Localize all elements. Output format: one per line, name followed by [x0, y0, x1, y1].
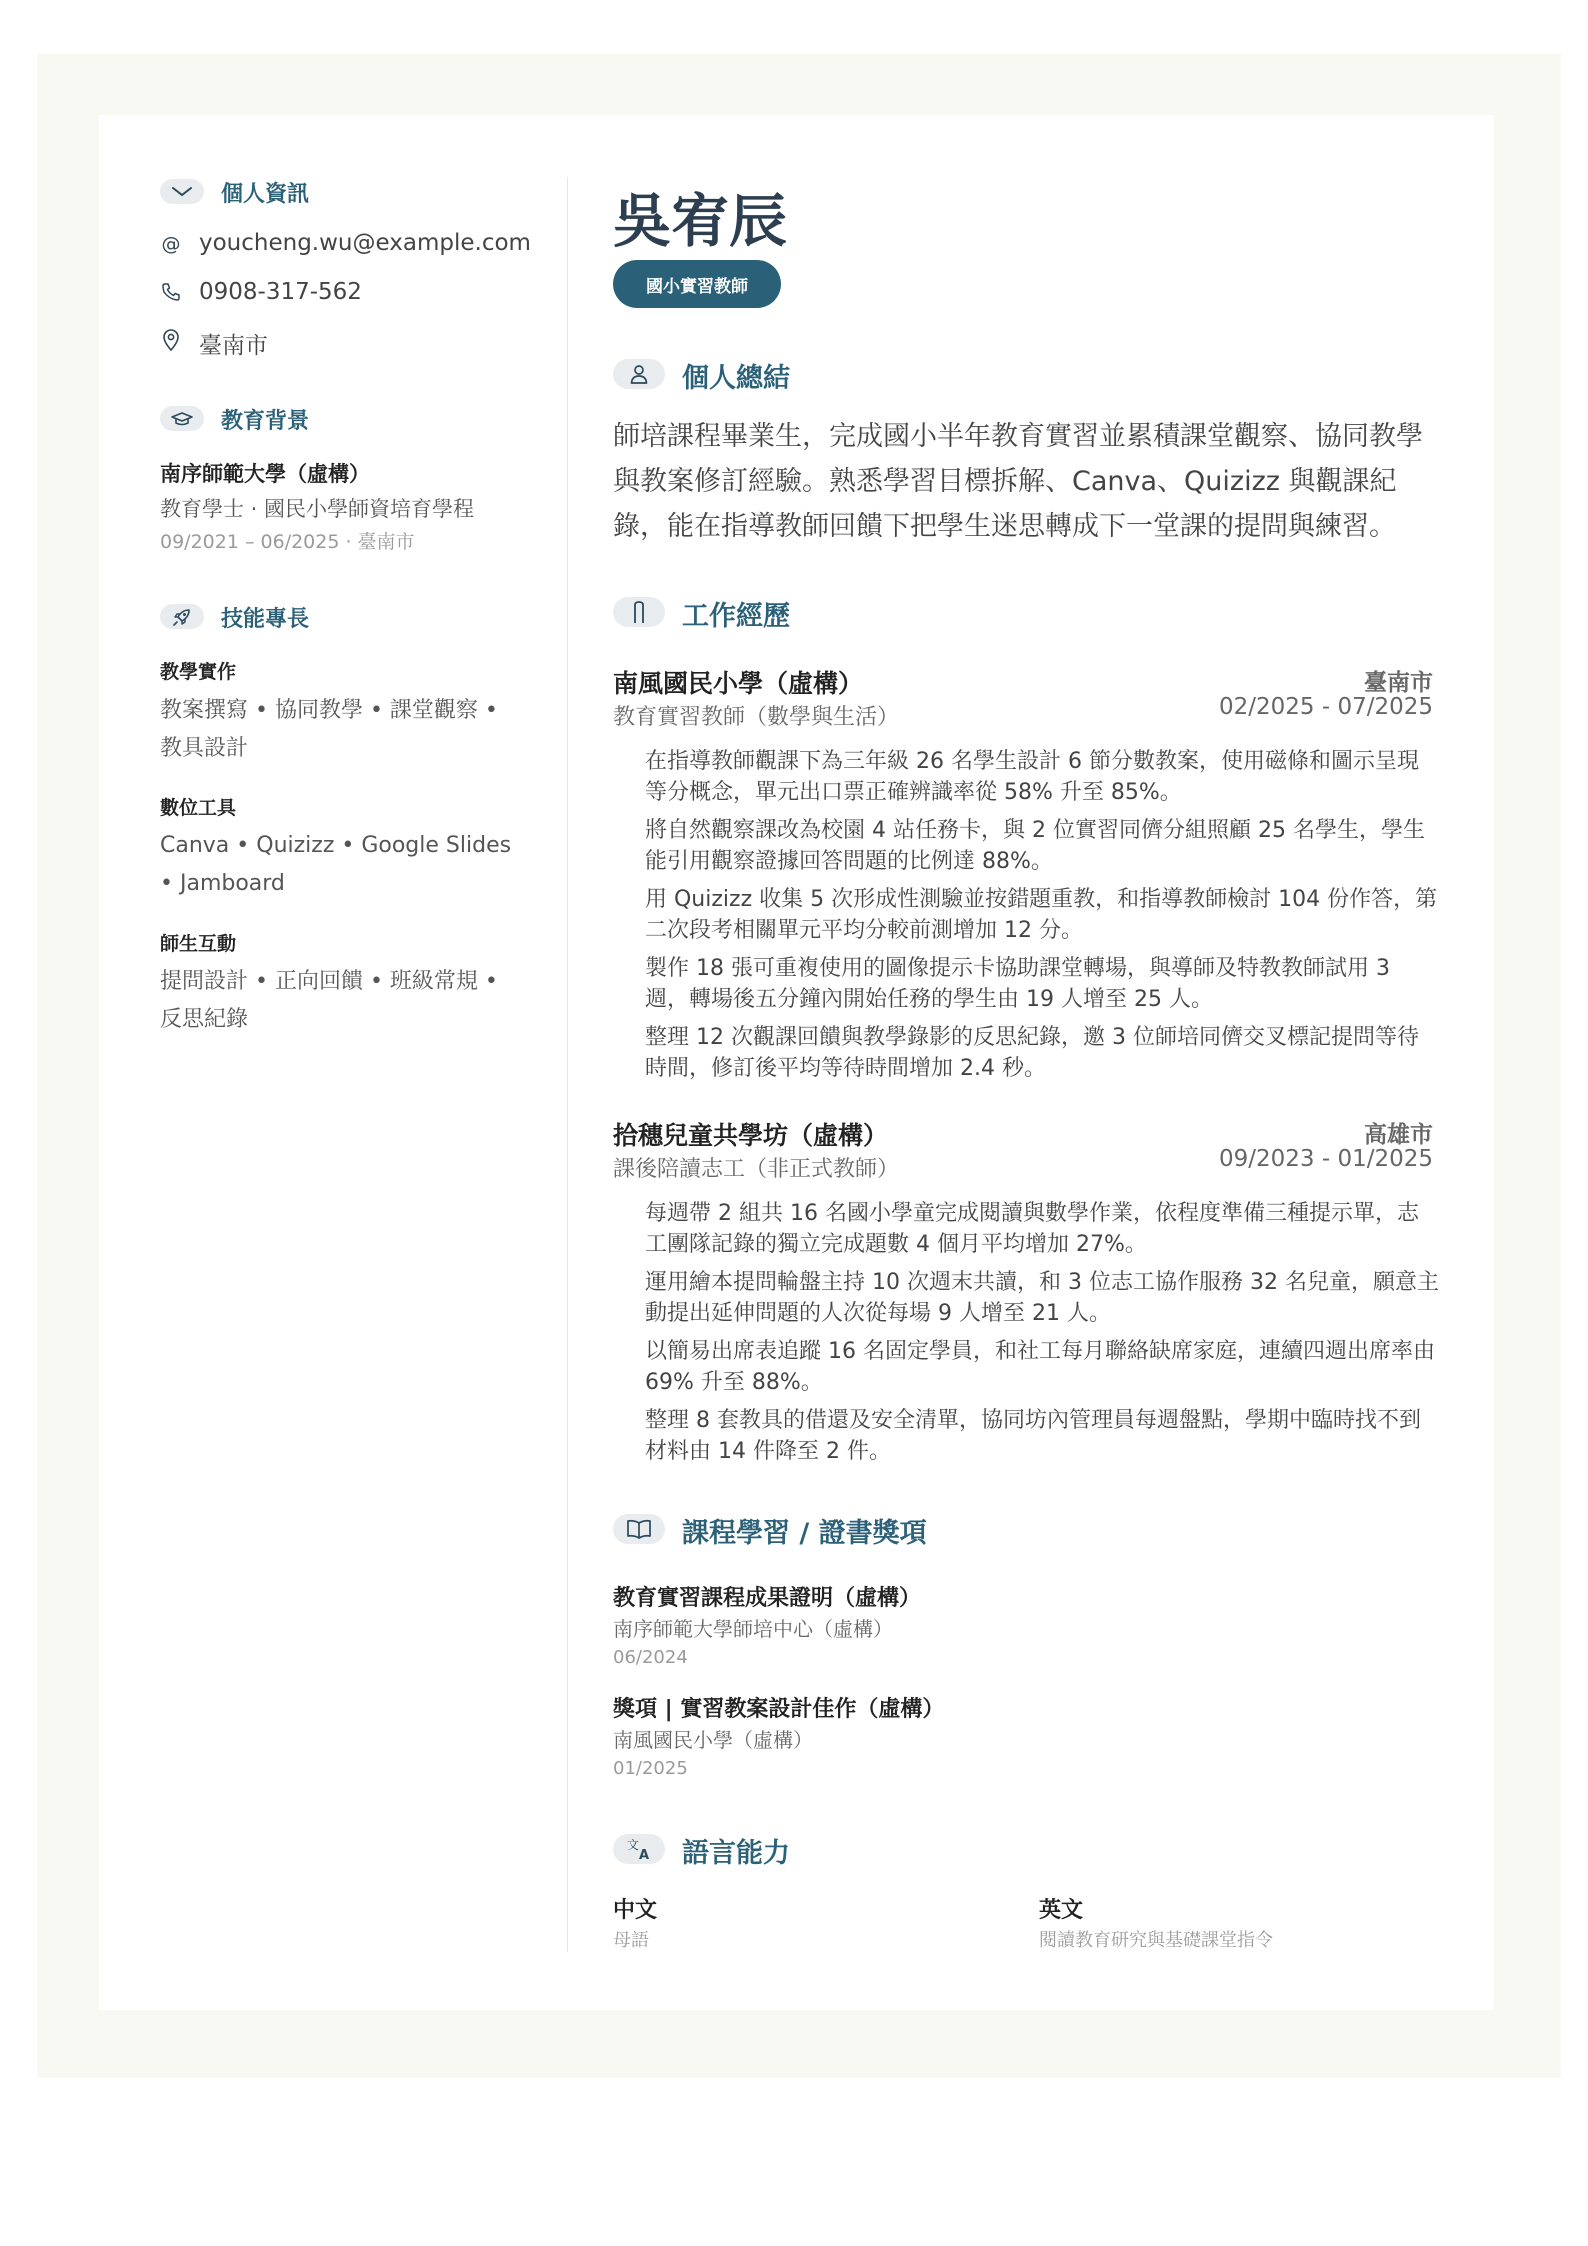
chevron-down-icon: [160, 179, 204, 204]
language-name: 中文: [613, 1898, 658, 1923]
job-location: 高雄市: [1364, 1122, 1433, 1148]
skills-heading: 技能專長: [221, 607, 310, 632]
job-company: 拾穗兒童共學坊（虛構）: [613, 1121, 889, 1150]
job-location: 臺南市: [1364, 670, 1433, 696]
list-item: 製作 18 張可重複使用的圖像提示卡協助課堂轉場，與導師及特教教師試用 3 週，轉場後五分鐘內開始任務的學生由 19 人增至 25 人。: [645, 956, 1390, 1012]
role-badge: 國小實習教師: [613, 260, 781, 308]
education-school: 南序師範大學（虛構）: [160, 462, 370, 486]
summary-heading: 個人總結: [682, 363, 790, 394]
language-name: 英文: [1039, 1898, 1084, 1923]
candidate-name: 吳宥辰: [613, 187, 788, 255]
summary-text: 師培課程畢業生，完成國小半年教育實習並累積課堂觀察、協同教學與教案修訂經驗。熟悉學習目標拆解、Canva、Quizizz 與觀課紀錄，能在指導教師回饋下把學生迷思轉成下一堂課的提問與練習。: [613, 421, 1423, 542]
job-bullets: [645, 746, 1440, 1091]
map-pin-icon: [160, 329, 182, 351]
course-org: 南風國民小學（虛構）: [613, 1728, 813, 1752]
graduation-cap-icon: [160, 406, 204, 431]
experience-heading: 工作經歷: [682, 601, 790, 632]
education-heading: 教育背景: [221, 409, 310, 434]
skill-items: 教案撰寫 • 協同教學 • 課堂觀察 • 教具設計: [160, 698, 498, 761]
phone-icon: [160, 281, 182, 303]
email-text[interactable]: youcheng.wu@example.com: [199, 230, 531, 256]
column-divider: [567, 177, 568, 1952]
job-dates: 09/2023 - 01/2025: [1218, 1146, 1433, 1172]
education-degree: 教育學士 · 國民小學師資培育學程: [160, 497, 475, 521]
location-text: 臺南市: [199, 333, 268, 359]
list-item: 將自然觀察課改為校園 4 站任務卡，與 2 位實習同儕分組照顧 25 名學生，學生能引用觀察證據回答問題的比例達 88%。: [645, 818, 1425, 874]
job-company: 南風國民小學（虛構）: [613, 669, 864, 698]
job-bullets: [645, 1198, 1440, 1474]
rocket-icon: [160, 604, 204, 629]
list-item: 以簡易出席表追蹤 16 名固定學員，和社工每月聯絡缺席家庭，連續四週出席率由 69% 升至 88%。: [645, 1339, 1435, 1395]
courses-heading: 課程學習 / 證書獎項: [682, 1518, 927, 1549]
skill-category: 師生互動: [160, 933, 237, 955]
translate-icon: [613, 1834, 665, 1864]
list-item: 整理 8 套教具的借還及安全清單，協同坊內管理員每週盤點，學期中臨時找不到材料由 14 件降至 2 件。: [645, 1408, 1421, 1464]
personal-info-heading: 個人資訊: [221, 182, 310, 207]
svg-text:文: 文: [627, 1838, 640, 1852]
job-title: 教育實習教師（數學與生活）: [613, 705, 900, 730]
language-level: 閱讀教育研究與基礎課堂指令: [1039, 1930, 1273, 1951]
course-org: 南序師範大學師培中心（虛構）: [613, 1617, 893, 1641]
book-open-icon: [613, 1514, 665, 1544]
list-item: 每週帶 2 組共 16 名國小學童完成閱讀與數學作業，依程度準備三種提示單，志工團隊記錄的獨立完成題數 4 個月平均增加 27%。: [645, 1201, 1419, 1257]
education-meta: 09/2021 – 06/2025 · 臺南市: [160, 531, 415, 553]
list-item: 運用繪本提問輪盤主持 10 次週末共讀，和 3 位志工協作服務 32 名兒童，願意主動提出延伸問題的人次從每場 9 人增至 21 人。: [645, 1270, 1439, 1326]
course-name: 獎項 | 實習教案設計佳作（虛構）: [613, 1697, 945, 1722]
svg-text:A: A: [639, 1848, 650, 1861]
list-item: 用 Quizizz 收集 5 次形成性測驗並按錯題重教，和指導教師檢討 104 份作答，第二次段考相關單元平均分較前測增加 12 分。: [645, 887, 1438, 943]
user-icon: [613, 359, 665, 389]
course-name: 教育實習課程成果證明（虛構）: [613, 1586, 922, 1611]
list-item: 在指導教師觀課下為三年級 26 名學生設計 6 節分數教案，使用磁條和圖示呈現等分概念，單元出口票正確辨識率從 58% 升至 85%。: [645, 749, 1419, 805]
course-date: 06/2024: [613, 1647, 688, 1668]
course-date: 01/2025: [613, 1758, 688, 1779]
language-level: 母語: [613, 1930, 649, 1951]
skill-items: 提問設計 • 正向回饋 • 班級常規 • 反思紀錄: [160, 969, 498, 1032]
list-item: 整理 12 次觀課回饋與教學錄影的反思紀錄，邀 3 位師培同儕交叉標記提問等待時間，修訂後平均等待時間增加 2.4 秒。: [645, 1025, 1419, 1081]
skill-category: 教學實作: [160, 661, 237, 683]
skill-items: Canva • Quizizz • Google Slides • Jamboard: [160, 833, 512, 896]
job-dates: 02/2025 - 07/2025: [1218, 694, 1433, 720]
at-sign-icon: @: [161, 233, 181, 255]
job-title: 課後陪讀志工（非正式教師）: [613, 1157, 900, 1182]
phone-text[interactable]: 0908-317-562: [199, 279, 362, 305]
briefcase-icon: [613, 597, 665, 627]
languages-heading: 語言能力: [682, 1838, 790, 1869]
skill-category: 數位工具: [160, 797, 237, 819]
